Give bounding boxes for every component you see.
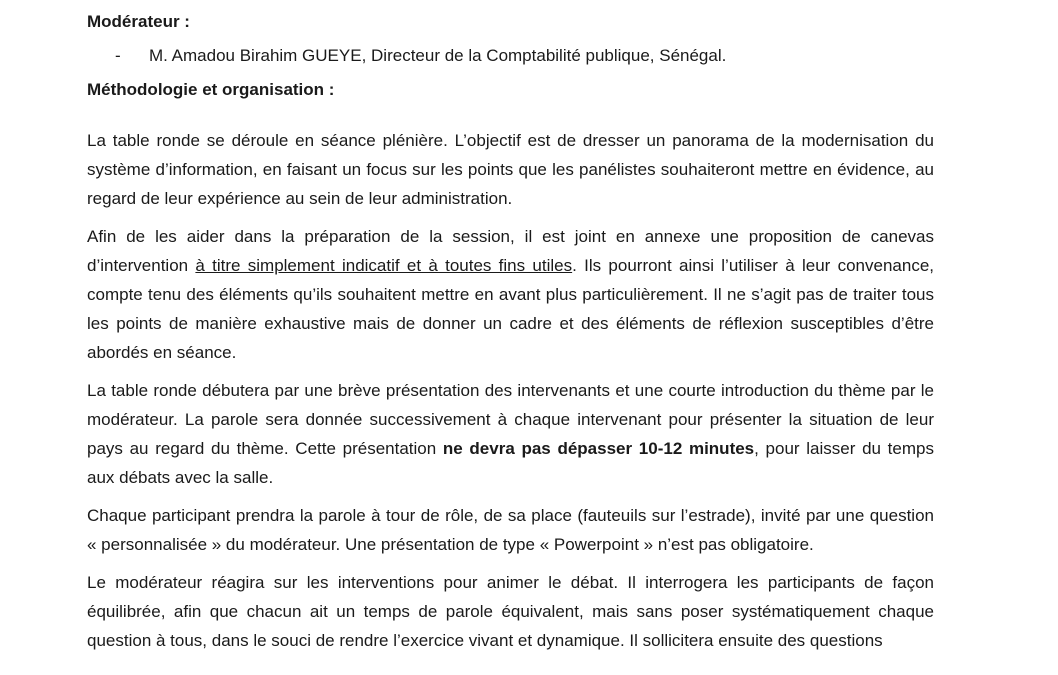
paragraph-3-bold-text: ne devra pas dépasser 10-12 minutes — [442, 439, 755, 458]
methodology-heading: Méthodologie et organisation : — [87, 80, 335, 99]
paragraph-2-underlined-text: à titre simplement indicatif et à toutes fins utiles — [195, 256, 573, 275]
paragraph-2-text-a: Afin de les aider dans la préparation de la session, il est joint en annexe une proposition de canevas d’intervention — [87, 227, 934, 275]
moderator-heading: Modérateur : — [87, 12, 190, 31]
moderator-list-item — [87, 42, 934, 70]
paragraph-1: La table ronde se déroule en séance plénière. L’objectif est de dresser un panorama de la modernisation du système d’information, en faisant un focus sur les points que les panélistes souhaiteront mettre en évidence, au regard de leur expérience au sein de leur administration. — [87, 131, 934, 208]
list-dash: - — [115, 46, 121, 65]
paragraph-3 — [87, 376, 934, 492]
moderator-name: M. Amadou Birahim GUEYE, Directeur de la Comptabilité publique, Sénégal. — [149, 46, 727, 65]
paragraph-3-text-a: La table ronde débutera par une brève présentation des intervenants et une courte introduction du thème par le modérateur. La parole sera donnée successivement à chaque intervenant pour présenter la situation de leur pays au regard du thème. Cette présentation — [87, 381, 934, 458]
paragraph-5: Le modérateur réagira sur les interventions pour animer le débat. Il interrogera les participants de façon équilibrée, afin que chacun ait un temps de parole équivalent, mais sans poser systématiquement chaque question à tous, dans le souci de rendre l’exercice vivant et dynamique. Il sollicitera ensuite des questions — [87, 573, 934, 650]
paragraph-2-text-b: . Ils pourront ainsi l’utiliser à leur convenance, compte tenu des éléments qu’ils souhaitent mettre en avant plus particulièrement. Il ne s’agit pas de traiter tous les points de manière exhaustive mais de donner un cadre et des éléments de réflexion susceptibles d’être abordés en séance. — [87, 256, 934, 362]
paragraph-3-text-b: , pour laisser du temps aux débats avec la salle. — [87, 439, 934, 487]
paragraph-2 — [87, 222, 934, 367]
document-page — [87, 8, 934, 655]
paragraph-4: Chaque participant prendra la parole à tour de rôle, de sa place (fauteuils sur l’estrade), invité par une question « personnalisée » du modérateur. Une présentation de type « Powerpoint » n’est pas obligatoire. — [87, 506, 934, 554]
